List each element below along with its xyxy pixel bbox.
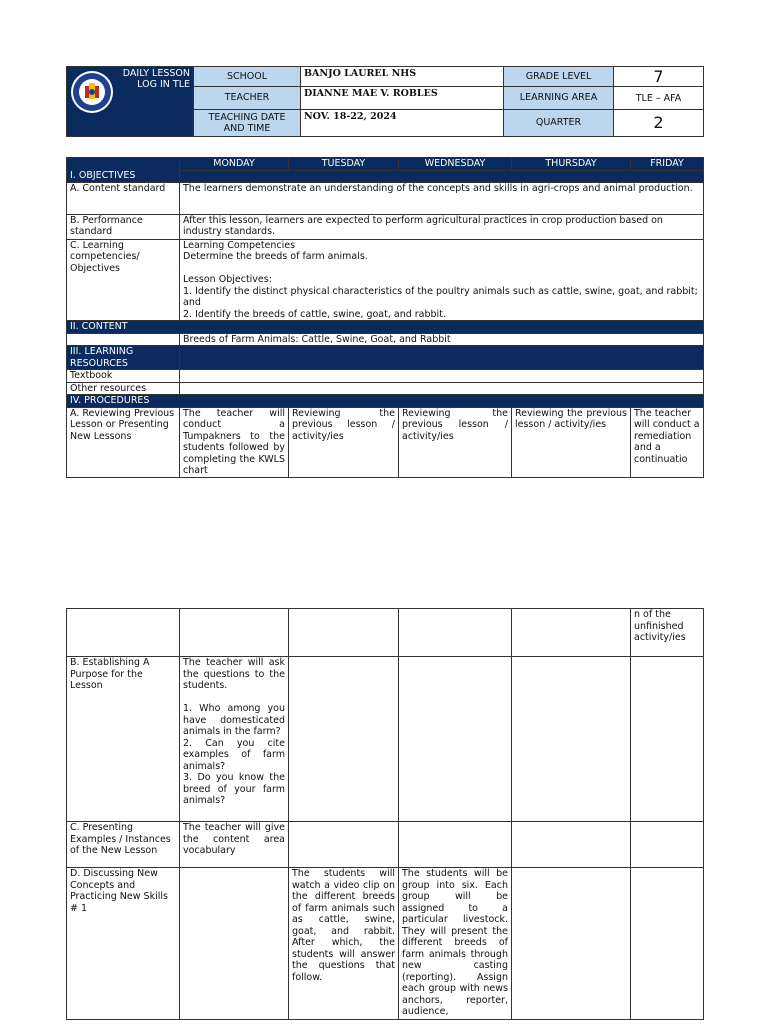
deped-logo-cell: [67, 67, 194, 137]
header-table: [66, 66, 704, 137]
presenting-examples-friday: [631, 822, 704, 868]
continued-label-blank: [67, 609, 180, 657]
learning-competencies-text: Learning Competencies Determine the breeds of farm animals. Lesson Objectives: 1. Identify the distinct physical characteristics of the poultry animals such as cattle, swine, goat, and rabbit; and 2. Identify the breeds of cattle, swine, goat, and rabbit.: [180, 239, 704, 321]
table-row: [67, 609, 704, 657]
lesson-log-table-continued: [66, 608, 704, 1020]
learning-resources-heading: III. LEARNING RESOURCES: [67, 346, 180, 370]
content-label-blank: [67, 333, 180, 346]
establishing-purpose-wednesday: [399, 657, 512, 822]
establishing-purpose-thursday: [512, 657, 631, 822]
textbook-label: Textbook: [67, 370, 180, 383]
establishing-purpose-tuesday: [289, 657, 399, 822]
day-monday: MONDAY: [180, 158, 289, 171]
textbook-value: [180, 370, 704, 383]
performance-standard-label: B. Performance standard: [67, 214, 180, 239]
learning-area-text: TLE – AFA: [635, 92, 682, 104]
learning-area-label: LEARNING AREA: [504, 87, 614, 110]
teacher-label: TEACHER: [194, 87, 301, 110]
continued-wednesday-blank: [399, 609, 512, 657]
discussing-concepts-wednesday: The students will be group into six. Each group will be assigned to a particular livestock. They will present the different breeds of farm animals through new casting (reporting). Assign each group with news anchors, reporter, audience,: [399, 868, 512, 1020]
reviewing-friday: The teacher will conduct a remediation and a continuatio: [631, 407, 704, 477]
grade-level-value: 7: [614, 67, 704, 87]
day-header-row: [67, 158, 704, 171]
reviewing-friday-continued: n of the unfinished activity/ies: [631, 609, 704, 657]
school-label: SCHOOL: [194, 67, 301, 87]
teacher-value: DIANNE MAE V. ROBLES: [301, 87, 504, 110]
school-value: BANJO LAUREL NHS: [301, 67, 504, 87]
reviewing-lesson-label: A. Reviewing Previous Lesson or Presenting New Lessons: [67, 407, 180, 477]
day-thursday: THURSDAY: [512, 158, 631, 171]
performance-standard-text: After this lesson, learners are expected to perform agricultural practices in crop production based on industry standards.: [180, 214, 704, 239]
teaching-date-value: NOV. 18-22, 2024: [301, 110, 504, 137]
presenting-examples-wednesday: [399, 822, 512, 868]
quarter-value: 2: [614, 110, 704, 137]
other-resources-value: [180, 382, 704, 395]
reviewing-tuesday: Reviewing the previous lesson / activity/ies: [289, 407, 399, 477]
reviewing-monday: The teacher will conduct a Tumpakners to the students followed by completing the KWLS chart: [180, 407, 289, 477]
continued-thursday-blank: [512, 609, 631, 657]
reviewing-wednesday: Reviewing the previous lesson / activity/ies: [399, 407, 512, 477]
table-row: [67, 868, 704, 1020]
presenting-examples-thursday: [512, 822, 631, 868]
reviewing-thursday: Reviewing the previous lesson / activity/ies: [512, 407, 631, 477]
establishing-purpose-friday: [631, 657, 704, 822]
discussing-concepts-friday: [631, 868, 704, 1020]
day-wednesday: WEDNESDAY: [399, 158, 512, 171]
discussing-concepts-tuesday: The students will watch a video clip on the different breeds of farm animals such as cattle, swine, goat, and rabbit. After which, the students will answer the questions that follow.: [289, 868, 399, 1020]
learning-competencies-label: C. Learning competencies/ Objectives: [67, 239, 180, 321]
content-standard-text: The learners demonstrate an understanding of the concepts and skills in agri-crops and animal production.: [180, 182, 704, 214]
teaching-date-label: TEACHING DATE AND TIME: [194, 110, 301, 137]
content-heading: II. CONTENT: [67, 321, 704, 334]
establishing-purpose-label: B. Establishing A Purpose for the Lesson: [67, 657, 180, 822]
day-friday: FRIDAY: [631, 158, 704, 171]
corner-cell: [67, 158, 180, 171]
deped-seal-icon: [70, 70, 114, 114]
presenting-examples-tuesday: [289, 822, 399, 868]
objectives-heading: I. OBJECTIVES: [67, 170, 180, 182]
presenting-examples-label: C. Presenting Examples / Instances of the New Lesson: [67, 822, 180, 868]
daily-lesson-log-title: DAILY LESSON LOG IN TLE: [122, 68, 190, 90]
presenting-examples-monday: The teacher will give the content area vocabulary: [180, 822, 289, 868]
procedures-heading: IV. PROCEDURES: [67, 395, 704, 408]
learning-area-value: [614, 87, 704, 110]
day-tuesday: TUESDAY: [289, 158, 399, 171]
establishing-purpose-monday: The teacher will ask the questions to the students. 1. Who among you have domesticated animals in the farm? 2. Can you cite examples of farm animals? 3. Do you know the breed of your farm animals?: [180, 657, 289, 822]
quarter-label: QUARTER: [504, 110, 614, 137]
discussing-concepts-label: D. Discussing New Concepts and Practicing New Skills # 1: [67, 868, 180, 1020]
table-row: [67, 822, 704, 868]
content-text: Breeds of Farm Animals: Cattle, Swine, Goat, and Rabbit: [180, 333, 704, 346]
learning-resources-heading-fill: [180, 346, 704, 370]
continued-monday-blank: [180, 609, 289, 657]
other-resources-label: Other resources: [67, 382, 180, 395]
continued-tuesday-blank: [289, 609, 399, 657]
discussing-concepts-monday: [180, 868, 289, 1020]
table-row: [67, 407, 704, 477]
lesson-log-table: [66, 157, 704, 478]
discussing-concepts-thursday: [512, 868, 631, 1020]
grade-level-label: GRADE LEVEL: [504, 67, 614, 87]
table-row: [67, 657, 704, 822]
objectives-heading-fill: [180, 170, 704, 182]
content-standard-label: A. Content standard: [67, 182, 180, 214]
